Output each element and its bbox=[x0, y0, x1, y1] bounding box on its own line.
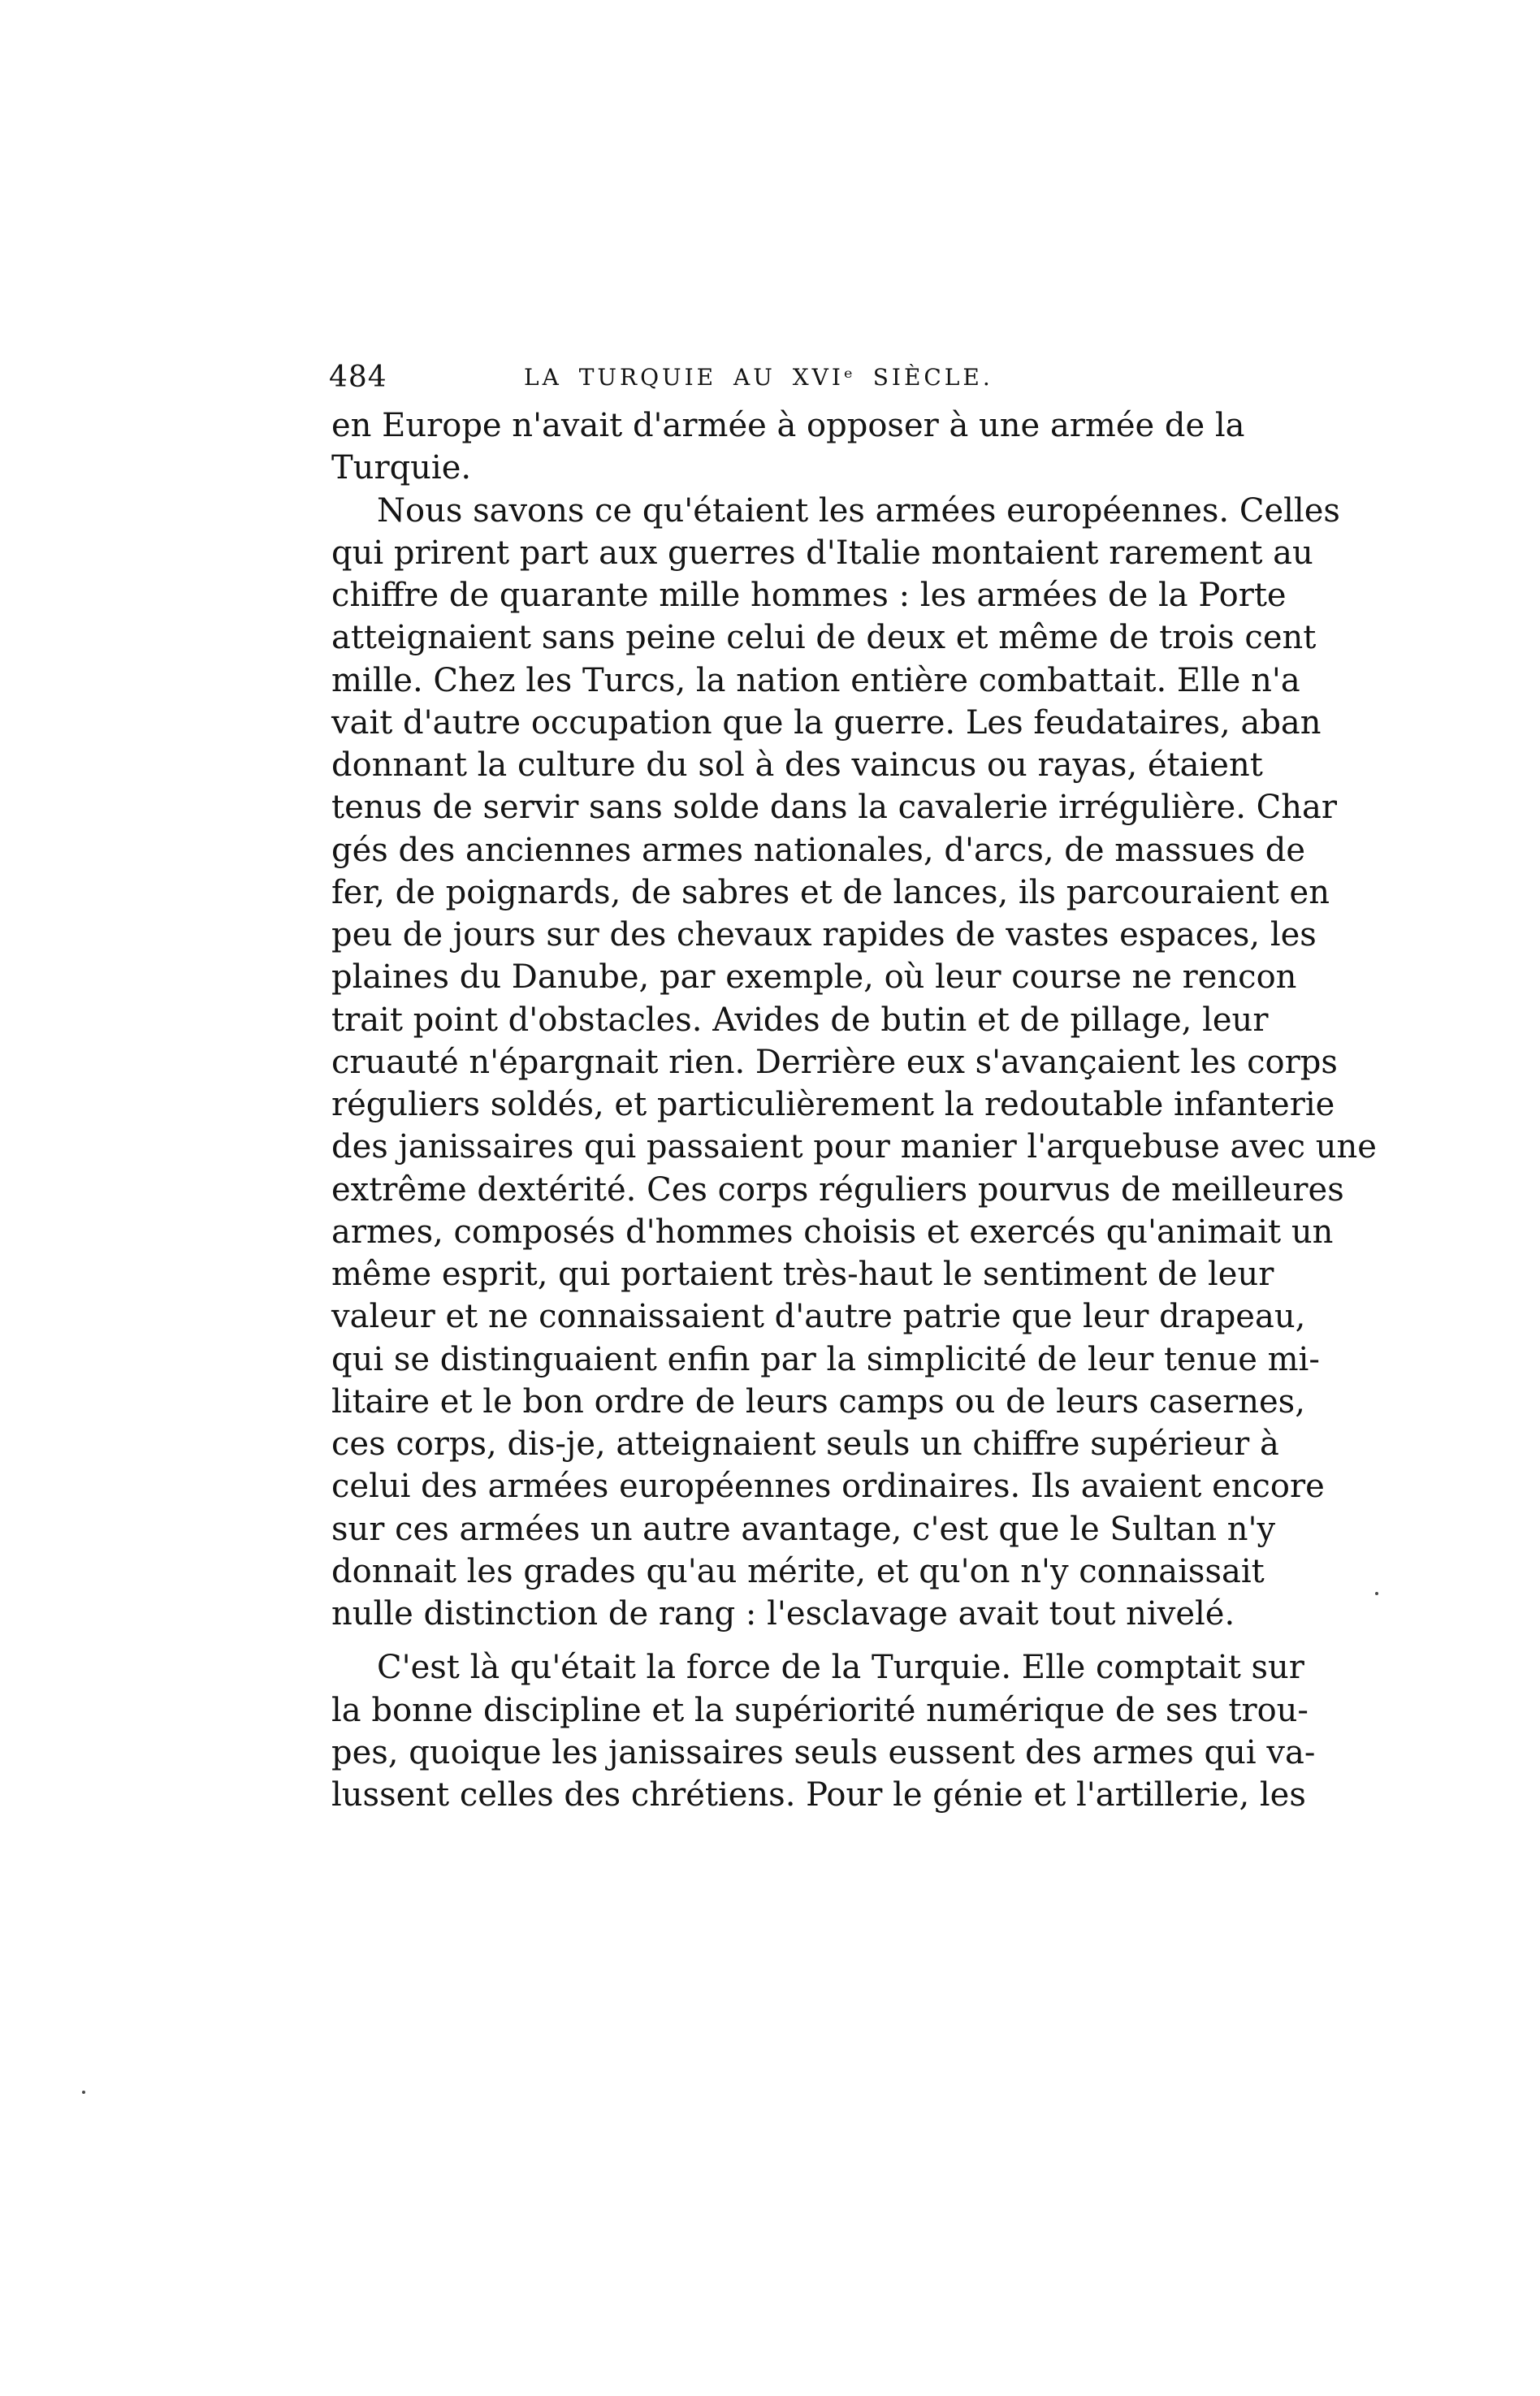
text-line: Turquie. bbox=[331, 449, 472, 487]
text-line: pes, quoique les janissaires seuls eussent des armes qui va- bbox=[331, 1733, 1316, 1771]
paragraph bbox=[331, 490, 1377, 1636]
text-line: fer, de poignards, de sabres et de lances, ils parcouraient en bbox=[331, 873, 1330, 911]
text-line: réguliers soldés, et particulièrement la redoutable infanterie bbox=[331, 1086, 1335, 1123]
text-line: trait point d'obstacles. Avides de butin et de pillage, leur bbox=[331, 1001, 1269, 1039]
text-line: en Europe n'avait d'armée à opposer à une armée de la bbox=[331, 407, 1245, 444]
text-line: ces corps, dis-je, atteignaient seuls un chiffre supérieur à bbox=[331, 1425, 1279, 1463]
text-line: donnant la culture du sol à des vaincus ou rayas, étaient bbox=[331, 746, 1263, 784]
text-line: qui prirent part aux guerres d'Italie montaient rarement au bbox=[331, 534, 1313, 572]
text-line: peu de jours sur des chevaux rapides de vastes espaces, les bbox=[331, 916, 1317, 954]
text-line: Nous savons ce qu'étaient les armées européennes. Celles bbox=[377, 491, 1340, 530]
text-line: chiffre de quarante mille hommes : les armées de la Porte bbox=[331, 577, 1287, 614]
text-line: la bonne discipline et la supériorité numérique de ses trou- bbox=[331, 1691, 1309, 1729]
body-text bbox=[331, 404, 1377, 1816]
text-line: C'est là qu'était la force de la Turquie. Elle comptait sur bbox=[377, 1649, 1304, 1687]
text-line: sur ces armées un autre avantage, c'est que le Sultan n'y bbox=[331, 1510, 1276, 1548]
text-line: celui des armées européennes ordinaires. Ils avaient encore bbox=[331, 1468, 1325, 1506]
text-line: lussent celles des chrétiens. Pour le génie et l'artillerie, les bbox=[331, 1776, 1306, 1814]
text-line: nulle distinction de rang : l'esclavage avait tout nivelé. bbox=[331, 1595, 1235, 1633]
page-number: 484 bbox=[329, 361, 387, 394]
text-line: même esprit, qui portaient très-haut le sentiment de leur bbox=[331, 1256, 1274, 1293]
running-head bbox=[329, 361, 1210, 401]
text-line: vait d'autre occupation que la guerre. Les feudataires, aban bbox=[331, 703, 1322, 742]
text-line: qui se distinguaient enfin par la simplicité de leur tenue mi- bbox=[331, 1340, 1320, 1378]
text-line: gés des anciennes armes nationales, d'arcs, de massues de bbox=[331, 831, 1306, 869]
text-line: atteignaient sans peine celui de deux et même de trois cent bbox=[331, 619, 1317, 657]
text-line: donnait les grades qu'au mérite, et qu'on n'y connaissait bbox=[331, 1552, 1265, 1590]
paragraph bbox=[331, 404, 1245, 490]
text-line: armes, composés d'hommes choisis et exercés qu'animait un bbox=[331, 1213, 1334, 1251]
text-line: mille. Chez les Turcs, la nation entière combattait. Elle n'a bbox=[331, 661, 1300, 699]
text-line: des janissaires qui passaient pour manier l'arquebuse avec une bbox=[331, 1128, 1377, 1166]
text-line: litaire et le bon ordre de leurs camps ou de leurs casernes, bbox=[331, 1382, 1305, 1421]
text-line: valeur et ne connaissaient d'autre patrie que leur drapeau, bbox=[331, 1298, 1306, 1336]
running-title: LA TURQUIE AU XVIᵉ SIÈCLE. bbox=[524, 364, 993, 391]
text-line: tenus de servir sans solde dans la cavalerie irrégulière. Char bbox=[331, 789, 1337, 827]
paragraph-gap bbox=[331, 1635, 1211, 1646]
text-line: plaines du Danube, par exemple, où leur course ne rencon bbox=[331, 958, 1297, 997]
ink-speck bbox=[82, 2091, 85, 2094]
text-line: cruauté n'épargnait rien. Derrière eux s'avançaient les corps bbox=[331, 1043, 1338, 1081]
ink-speck bbox=[1375, 1592, 1378, 1595]
text-line: extrême dextérité. Ces corps réguliers pourvus de meilleures bbox=[331, 1170, 1344, 1209]
paragraph bbox=[331, 1646, 1316, 1816]
